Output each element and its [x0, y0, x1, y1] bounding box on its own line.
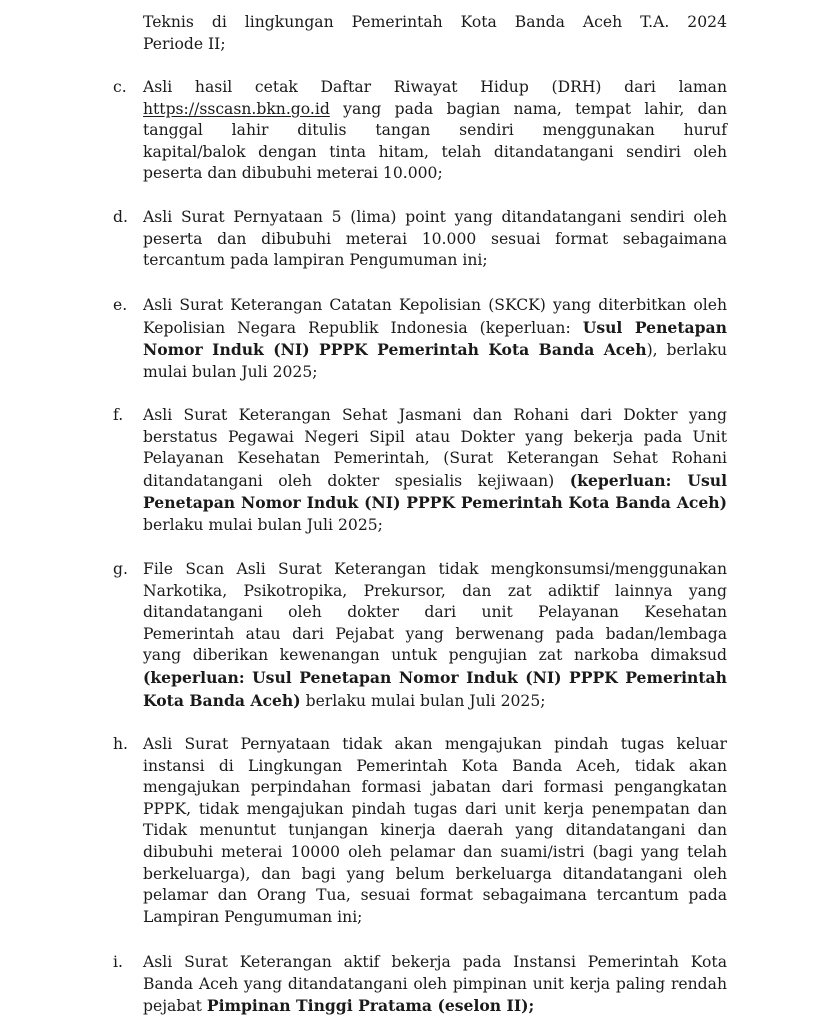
list-item-c — [113, 77, 727, 185]
list-marker: c. — [113, 78, 127, 96]
list-marker: h. — [113, 735, 128, 753]
list-item-g — [113, 559, 727, 712]
list-item-text: Asli Surat Keterangan Sehat Jasmani dan Rohani dari Dokter yang berstatus Pegawai Negeri Sipil atau Dokter yang bekerja pada Unit Pelayanan Kesehatan Pemerintah, (Surat Keterangan Sehat Rohani ditandatangani oleh dokter spesialis kejiwaan) (keperluan: Usul Penetapan Nomor Induk (NI) PPPK Pemerintah Kota Banda Aceh) berlaku mulai bulan Juli 2025; — [143, 406, 728, 534]
list-marker: d. — [113, 208, 128, 226]
list-item-text: Asli Surat Pernyataan 5 (lima) point yang ditandatangani sendiri oleh peserta dan dibubuhi meterai 10.000 sesuai format sebagaimana tercantum pada lampiran Pengumuman ini; — [143, 208, 727, 270]
list-item-text: File Scan Asli Surat Keterangan tidak mengkonsumsi/menggunakan Narkotika, Psikotropika, Prekursor, dan zat adiktif lainnya yang ditandatangani oleh dokter dari unit Pelayanan Kesehatan Pemerintah atau dari Pejabat yang berwenang pada badan/lembaga yang diberikan kewenangan untuk pengujian zat narkoba dimaksud (keperluan: Usul Penetapan Nomor Induk (NI) PPPK Pemerintah Kota Banda Aceh) berlaku mulai bulan Juli 2025; — [143, 560, 727, 710]
list-marker: e. — [113, 296, 128, 314]
list-item-i — [113, 952, 727, 1018]
sscasn-link[interactable]: https://sscasn.bkn.go.id — [143, 99, 330, 118]
intro-line-2: Periode II; — [143, 34, 226, 53]
list-item-text: Asli Surat Pernyataan tidak akan mengajukan pindah tugas keluar instansi di Lingkungan Pemerintah Kota Banda Aceh, tidak akan mengajukan perpindahan formasi jabatan dari formasi pengangkatan PPPK, tidak mengajukan pindah tugas dari unit kerja penempatan dan Tidak menuntut tunjangan kinerja daerah yang ditandatangani dan dibubuhi meterai 10000 oleh pelamar dan suami/istri (bagi yang telah berkeluarga), dan bagi yang belum berkeluarga ditandatangani oleh pelamar dan Orang Tua, sesuai format sebagaimana tercantum pada Lampiran Pengumuman ini; — [143, 735, 727, 926]
list-item-e — [113, 295, 727, 383]
intro-line-1: Teknis di lingkungan Pemerintah Kota Banda Aceh T.A. 2024 — [143, 13, 727, 31]
intro-paragraph — [143, 12, 727, 55]
list-item-h — [113, 734, 727, 928]
list-item-text: Asli Surat Keterangan aktif bekerja pada Instansi Pemerintah Kota Banda Aceh yang ditandatangani oleh pimpinan unit kerja paling rendah pejabat Pimpinan Tinggi Pratama (eselon II); — [143, 953, 727, 1016]
list-marker: g. — [113, 560, 128, 578]
list-item-d — [113, 207, 727, 272]
list-item-text: Asli Surat Keterangan Catatan Kepolisian (SKCK) yang diterbitkan oleh Kepolisian Negara Republik Indonesia (keperluan: Usul Penetapan Nomor Induk (NI) PPPK Pemerintah Kota Banda Aceh), berlaku mulai bulan Juli 2025; — [143, 296, 727, 381]
list-item-f — [113, 405, 727, 537]
list-item-text: Asli hasil cetak Daftar Riwayat Hidup (DRH) dari laman https://sscasn.bkn.go.id yang pada bagian nama, tempat lahir, dan tanggal lahir ditulis tangan sendiri menggunakan huruf kapital/balok dengan tinta hitam, telah ditandatangani sendiri oleh peserta dan dibubuhi meterai 10.000; — [143, 78, 727, 183]
list-marker: i. — [113, 953, 123, 971]
list-marker: f. — [113, 406, 124, 424]
